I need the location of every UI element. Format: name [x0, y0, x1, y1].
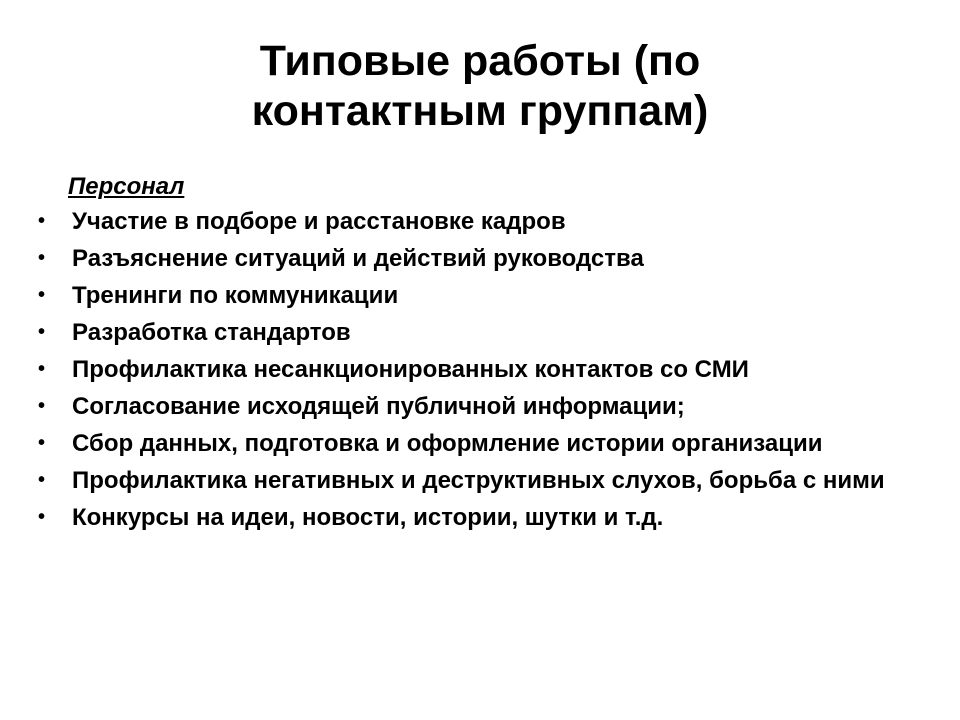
list-item-text: Согласование исходящей публичной информации; [72, 393, 685, 420]
list-item [38, 319, 918, 346]
bullet-list [38, 208, 918, 541]
bullet-icon: • [38, 321, 46, 343]
list-item [38, 208, 918, 235]
bullet-icon: • [38, 469, 46, 491]
list-item [38, 393, 918, 420]
list-item-text: Профилактика негативных и деструктивных слухов, борьба с ними [72, 467, 885, 494]
section-label: Персонал [68, 173, 185, 200]
bullet-icon: • [38, 358, 46, 380]
list-item-text: Разработка стандартов [72, 319, 351, 346]
list-item [38, 430, 918, 457]
list-item-text: Профилактика несанкционированных контактов со СМИ [72, 356, 749, 383]
bullet-icon: • [38, 210, 46, 232]
list-item [38, 356, 918, 383]
bullet-icon: • [38, 247, 46, 269]
list-item-text: Разъяснение ситуаций и действий руководства [72, 245, 644, 272]
slide-title-line-1: Типовые работы (по [259, 37, 701, 85]
list-item-text: Участие в подборе и расстановке кадров [72, 208, 566, 235]
bullet-icon: • [38, 395, 46, 417]
list-item [38, 245, 918, 272]
list-item [38, 282, 918, 309]
bullet-icon: • [38, 506, 46, 528]
bullet-icon: • [38, 432, 46, 454]
list-item [38, 504, 918, 531]
list-item-text: Конкурсы на идеи, новости, истории, шутки и т.д. [72, 504, 664, 531]
slide-title-line-2: контактным группам) [251, 87, 709, 135]
slide-title [0, 36, 960, 136]
bullet-icon: • [38, 284, 46, 306]
list-item-text: Тренинги по коммуникации [72, 282, 399, 309]
list-item [38, 467, 918, 494]
list-item-text: Сбор данных, подготовка и оформление истории организации [72, 430, 823, 457]
